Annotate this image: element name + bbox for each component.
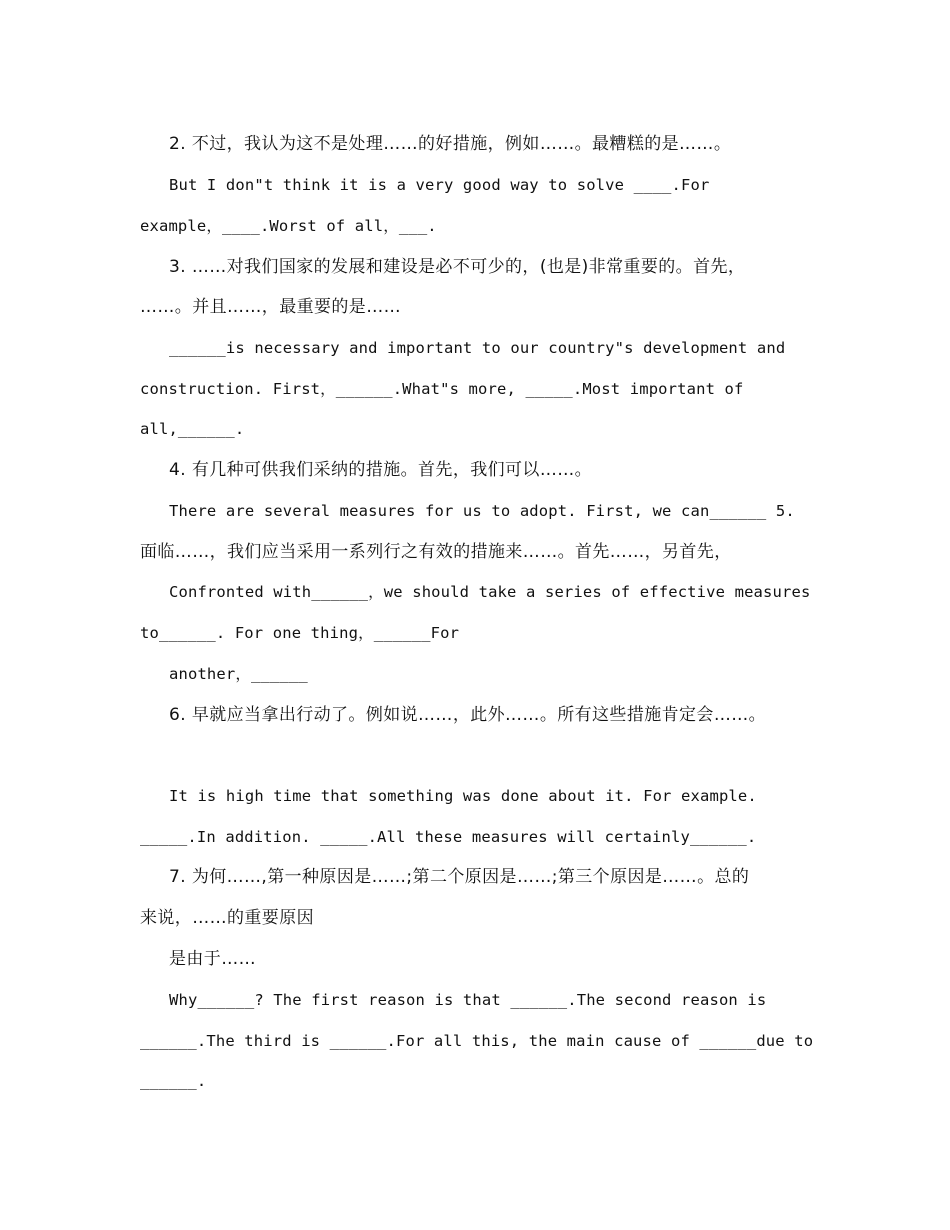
item-2-english-line-1: But I don"t think it is a very good way to solve ____.For [169,176,710,194]
item-7-english-line-2: ______.The third is ______.For all this, the main cause of ______due to [140,1032,814,1050]
item-4-chinese: 4. 有几种可供我们采纳的措施。首先，我们可以……。 [169,460,593,480]
item-6-chinese: 6. 早就应当拿出行动了。例如说……，此外……。所有这些措施肯定会……。 [169,705,767,725]
item-5-english-line-3: another，______ [169,665,308,683]
item-7-chinese-line-1: 7. 为何……,第一种原因是……;第二个原因是……;第三个原因是……。总的 [169,867,750,887]
item-4-english: There are several measures for us to adopt. First, we can______ 5. [169,502,795,520]
item-2-chinese: 2. 不过，我认为这不是处理……的好措施，例如……。最糟糕的是……。 [169,134,732,154]
item-3-chinese-line-1: 3. ……对我们国家的发展和建设是必不可少的，(也是)非常重要的。首先， [169,257,746,277]
item-3-chinese-line-2: ……。并且……，最重要的是…… [140,297,401,317]
item-6-english-line-1: It is high time that something was done about it. For example. [169,787,757,805]
item-5-chinese: 面临……，我们应当采用一系列行之有效的措施来……。首先……，另首先， [140,542,732,562]
item-6-english-line-2: _____.In addition. _____.All these measures will certainly______. [140,828,757,846]
item-5-english-line-1: Confronted with______，we should take a series of effective measures [169,583,811,601]
item-2-english-line-2: example，____.Worst of all，___. [140,217,437,235]
item-3-english-line-1: ______is necessary and important to our country"s development and [169,339,786,357]
item-7-chinese-line-3: 是由于…… [169,949,256,969]
item-3-english-line-2: construction. First，______.What"s more, _____.Most important of [140,380,744,398]
item-3-english-line-3: all,______. [140,420,245,438]
item-5-english-line-2: to______. For one thing，______For [140,624,460,642]
item-7-english-line-1: Why______? The first reason is that ______.The second reason is [169,991,767,1009]
item-7-english-line-3: ______. [140,1072,207,1090]
item-7-chinese-line-2: 来说，……的重要原因 [140,908,314,928]
